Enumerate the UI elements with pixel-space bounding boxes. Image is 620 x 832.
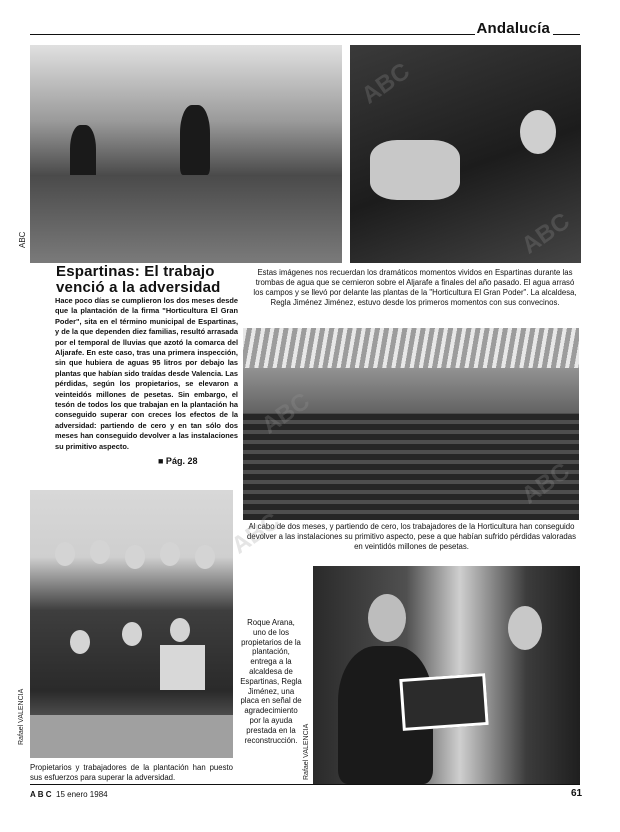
photo-group — [30, 490, 233, 758]
plaque — [399, 673, 488, 731]
person-head — [170, 618, 190, 642]
credit-group: Rafael VALENCIA — [18, 688, 25, 745]
person-head — [122, 622, 142, 646]
watermark: ABC — [226, 507, 285, 560]
page-number: 61 — [571, 788, 583, 799]
person-head — [160, 542, 180, 566]
footer-publication: A B C — [30, 790, 52, 799]
photo-gift — [313, 566, 580, 784]
watermark: ABC — [516, 207, 575, 260]
greenhouse-roof — [243, 328, 579, 368]
caption-top: Estas imágenes nos recuerdan los dramáticos momentos vividos en Espartinas durante las trombas de agua que se cernieron sobre el Aljarafe a finales del año pasado. El agua arrasó los campos y se llevó por delante las plantas de la "Horticultura El Gran Poder". La alcaldesa, Regla Jiménez Jiménez, estuvo desde los primeros momentos con sus convecinos. — [253, 268, 577, 307]
white-shirt — [160, 645, 205, 690]
debris-area — [30, 175, 342, 263]
man-face — [368, 594, 406, 642]
person-head — [55, 542, 75, 566]
caption-gift: Roque Arana, uno de los propietarios de la plantación, entrega a la alcaldesa de Espartinas, Regla Jiménez, una placa en señal de agradecimiento por la ayuda prestada en la reconstrucción. — [240, 618, 302, 745]
mayor-face — [520, 110, 556, 154]
worker-figure — [180, 105, 210, 175]
photo-flooded-field — [30, 45, 342, 263]
credit-gift: Rafael VALENCIA — [303, 723, 310, 780]
watermark: ABC — [356, 57, 415, 110]
person-head — [195, 545, 215, 569]
ground — [30, 715, 233, 758]
footer-date: 15 enero 1984 — [56, 790, 108, 799]
caption-group: Propietarios y trabajadores de la plantación han puesto sus esfuerzos para superar la adversidad. — [30, 763, 233, 782]
watermark: ABC — [256, 387, 315, 440]
see-more-link[interactable]: ■ Pág. 28 — [158, 456, 198, 466]
header-rule-right — [553, 34, 580, 35]
caption-greenhouse: Al cabo de dos meses, y partiendo de cero, los trabajadores de la Horticultura han conseguido devolver a las instalaciones su primitivo aspecto, pese a que habían sufrido pérdidas valoradas en veintidós millones de pesetas. — [247, 522, 576, 551]
section-title: Andalucía — [476, 20, 550, 37]
person-head — [90, 540, 110, 564]
footer-rule — [30, 784, 580, 785]
article-headline: Espartinas: El trabajo venció a la adversidad — [56, 263, 221, 296]
mayor-face — [508, 606, 542, 650]
header-rule-left — [30, 34, 475, 35]
person-head — [70, 630, 90, 654]
watermark: ABC — [516, 457, 575, 510]
damaged-plant — [370, 140, 460, 200]
person-head — [125, 545, 145, 569]
article-body: Hace poco días se cumplieron los dos meses desde que la plantación de la firma "Horticultura El Gran Poder", sita en el término municipal de Espartinas, y de la que dependen diez familias, resultó arrasada por el temporal de lluvias que azotó la comarca del Aljarafe. En este caso, tras una primera inspección, sin que hubiera de aguas 95 litros por debajo las plantas que habían sido traídas desde Valencia. Las pérdidas, según los propietarios, se elevaron a veinteidós millones de pesetas. Sin embargo, el tesón de todos los que trabajan en la plantación ha conseguido superar con creces los efectos de la adversidad: partiendo de cero y en tan sólo dos meses han conseguido devolver a las instalaciones su primitivo aspecto. — [55, 296, 238, 451]
side-label: ABC — [18, 231, 27, 248]
